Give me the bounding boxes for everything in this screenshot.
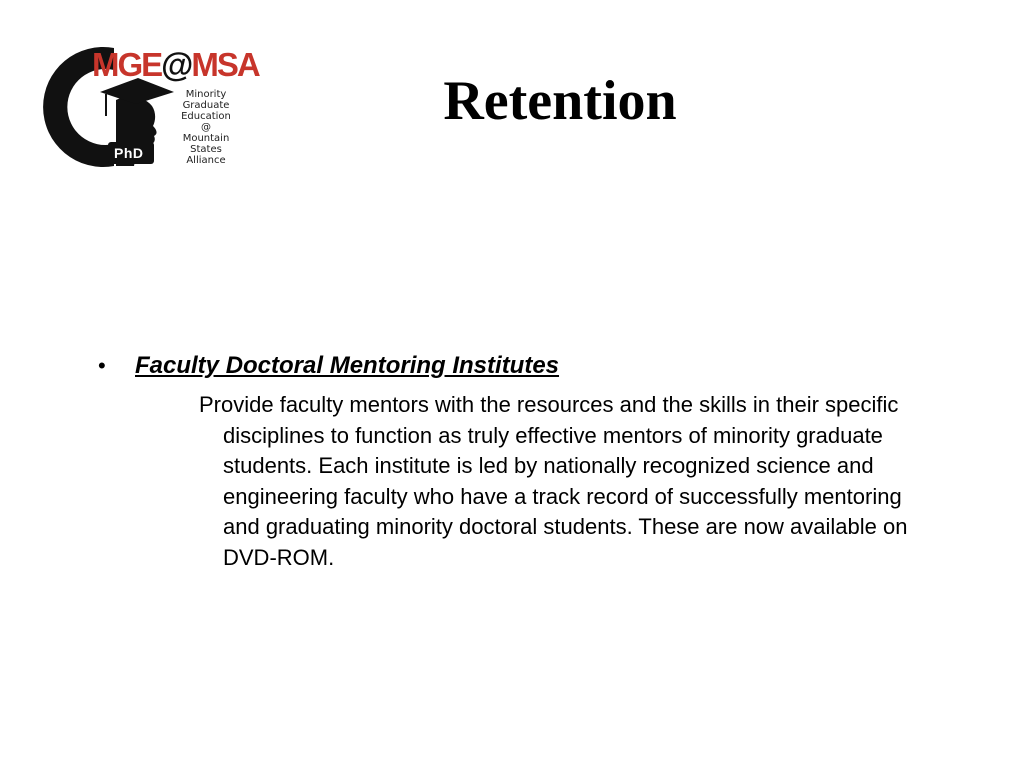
- logo-degree: PhD: [114, 145, 144, 161]
- logo-line: Education: [181, 111, 231, 122]
- logo-line: States: [190, 144, 222, 155]
- logo-line: Mountain: [182, 133, 230, 144]
- logo-line: @: [201, 122, 211, 133]
- logo-brand-text: [92, 46, 259, 84]
- logo-line: Alliance: [186, 155, 226, 166]
- bullet-marker: •: [98, 353, 106, 378]
- logo-brand-at: @: [161, 46, 192, 83]
- mge-msa-logo: [36, 42, 259, 170]
- logo-line: Minority: [185, 89, 227, 100]
- logo-line: Graduate: [182, 100, 230, 111]
- logo-subtitle: [168, 89, 244, 166]
- logo-brand-left: MGE: [92, 46, 162, 83]
- slide-title: Retention: [443, 70, 677, 132]
- bullet-body-text: Provide faculty mentors with the resources and the skills in their specific disciplines to function as truly effective mentors of minority graduate students. Each institute is led by nationally recognized science and engineering faculty who have a track record of successfully mentoring and graduating minority doctoral students. These are now available on DVD-ROM.: [199, 392, 908, 570]
- bullet-heading: Faculty Doctoral Mentoring Institutes: [135, 352, 560, 379]
- logo-brand-right: MSA: [191, 46, 259, 83]
